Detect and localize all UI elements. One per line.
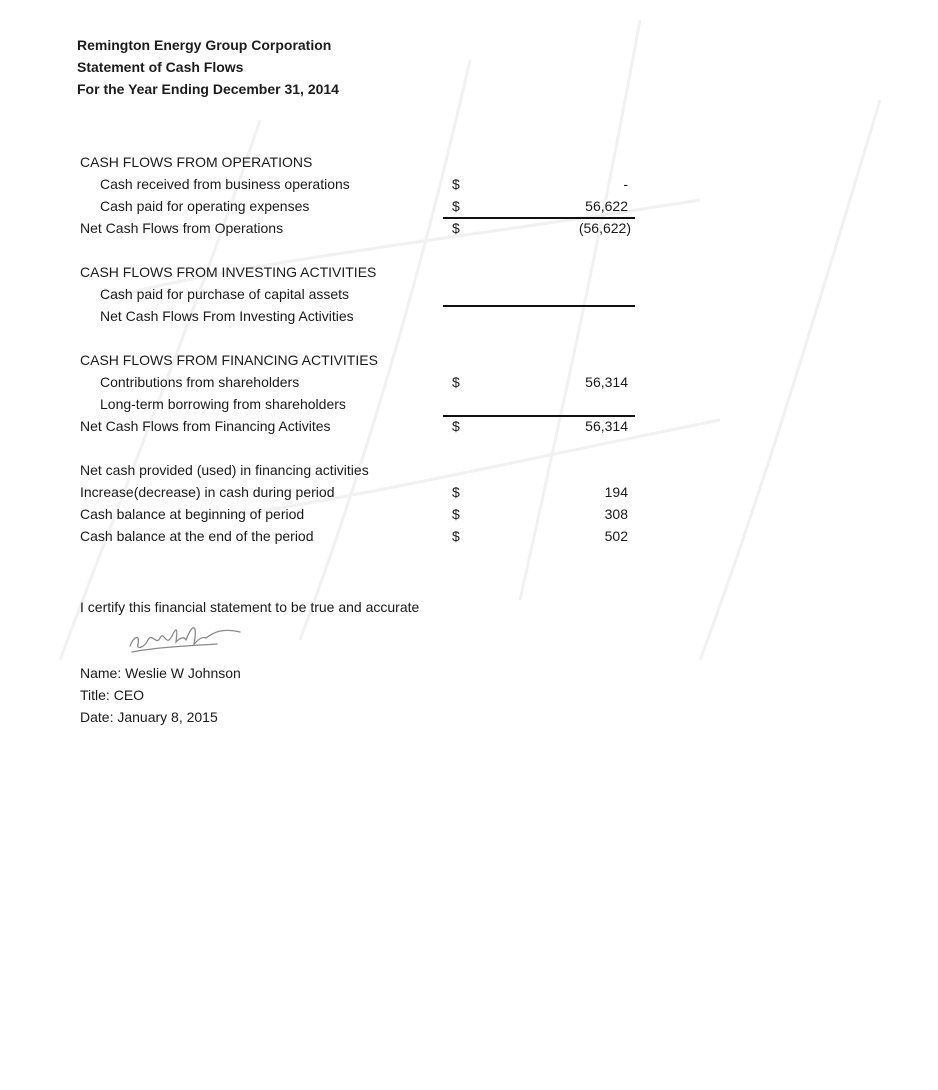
borrowing-row (80, 393, 640, 415)
net-financing-amount: 56,314 (585, 418, 628, 434)
spacer (80, 239, 640, 261)
statement-title: Statement of Cash Flows (77, 59, 244, 75)
beginning-balance-amount: 308 (604, 506, 628, 522)
company-name: Remington Energy Group Corporation (77, 37, 332, 53)
spacer (80, 327, 640, 349)
ending-balance-row (80, 525, 640, 547)
cash-received-row (80, 173, 640, 195)
cash-flow-statement (80, 151, 640, 547)
increase-label: Increase(decrease) in cash during period (80, 484, 335, 500)
cash-received-currency: $ (452, 176, 460, 192)
financing-heading: CASH FLOWS FROM FINANCING ACTIVITIES (80, 352, 378, 368)
capital-assets-label: Cash paid for purchase of capital assets (100, 286, 350, 302)
certification-statement: I certify this financial statement to be true and accurate (80, 599, 420, 615)
cash-received-label: Cash received from business operations (100, 176, 350, 192)
signatory-name: Name: Weslie W Johnson (80, 665, 241, 681)
beginning-balance-currency: $ (452, 506, 460, 522)
investing-heading: CASH FLOWS FROM INVESTING ACTIVITIES (80, 264, 377, 280)
cash-received-amount: - (623, 176, 628, 192)
signature-image (122, 618, 252, 658)
financing-heading-row (80, 349, 640, 371)
increase-amount: 194 (604, 484, 628, 500)
capital-assets-row (80, 283, 640, 305)
contributions-label: Contributions from shareholders (100, 374, 300, 390)
increase-currency: $ (452, 484, 460, 500)
net-financing-label: Net Cash Flows from Financing Activites (80, 418, 331, 434)
statement-header (77, 34, 339, 100)
beginning-balance-label: Cash balance at beginning of period (80, 506, 305, 522)
cash-paid-row (80, 195, 640, 217)
cash-paid-label: Cash paid for operating expenses (100, 198, 310, 214)
signature-date: Date: January 8, 2015 (80, 709, 218, 725)
operations-heading: CASH FLOWS FROM OPERATIONS (80, 154, 313, 170)
ending-balance-amount: 502 (604, 528, 628, 544)
operations-heading-row (80, 151, 640, 173)
net-operations-amount: (56,622) (578, 220, 631, 236)
spacer (80, 437, 640, 459)
net-investing-row (80, 305, 640, 327)
investing-heading-row (80, 261, 640, 283)
beginning-balance-row (80, 503, 640, 525)
cash-paid-currency: $ (452, 198, 460, 214)
contributions-amount: 56,314 (585, 374, 628, 390)
contributions-currency: $ (452, 374, 460, 390)
net-financing-row (80, 415, 640, 437)
signatory-block (80, 662, 241, 728)
net-operations-currency: $ (452, 220, 460, 236)
signatory-title: Title: CEO (80, 687, 145, 703)
net-investing-label: Net Cash Flows From Investing Activities (100, 308, 354, 324)
statement-period: For the Year Ending December 31, 2014 (77, 81, 339, 97)
net-financing-currency: $ (452, 418, 460, 434)
ending-balance-currency: $ (452, 528, 460, 544)
borrowing-label: Long-term borrowing from shareholders (100, 396, 346, 412)
ending-balance-label: Cash balance at the end of the period (80, 528, 314, 544)
cash-paid-amount: 56,622 (585, 198, 628, 214)
net-provided-label: Net cash provided (used) in financing activities (80, 462, 369, 478)
net-operations-row (80, 217, 640, 239)
net-operations-label: Net Cash Flows from Operations (80, 220, 284, 236)
increase-row (80, 481, 640, 503)
net-provided-row (80, 459, 640, 481)
contributions-row (80, 371, 640, 393)
